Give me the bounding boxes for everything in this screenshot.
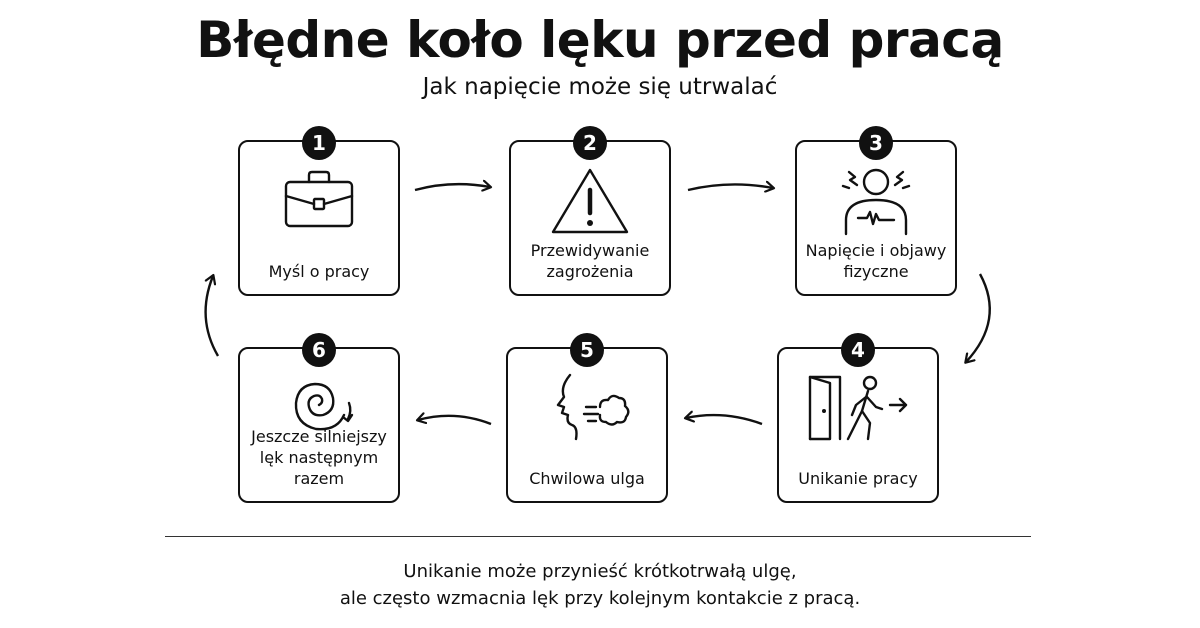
step-card-3 — [795, 131, 957, 296]
arrow-3-to-4 — [966, 274, 990, 362]
arrow-2-to-3 — [688, 184, 773, 190]
step-label: Unikanie pracy — [798, 469, 918, 488]
step-number-badge: 2 — [573, 126, 607, 160]
step-label: Jeszcze silniejszy lęk następnym razem — [251, 427, 387, 488]
step-card-6 — [238, 338, 400, 503]
arrow-5-to-6 — [418, 416, 491, 424]
step-card-2 — [509, 131, 671, 296]
tense-person-icon — [831, 160, 921, 240]
step-card-4 — [777, 338, 939, 503]
step-label: Chwilowa ulga — [529, 469, 645, 488]
step-label: Przewidywanie zagrożenia — [530, 241, 650, 281]
person-leaving-door-icon — [798, 367, 918, 447]
step-number-badge: 4 — [841, 333, 875, 367]
step-card-1 — [238, 131, 400, 296]
step-number-badge: 5 — [570, 333, 604, 367]
arrow-1-to-2 — [415, 184, 490, 190]
page-title: Błędne koło lęku przed pracą — [196, 11, 1004, 69]
step-label: Napięcie i objawy fizyczne — [805, 241, 947, 281]
footer-line-1: Unikanie może przynieść krótkotrwałą ulgę, — [403, 561, 797, 582]
step-label: Myśl o pracy — [268, 262, 370, 281]
step-number-badge: 3 — [859, 126, 893, 160]
arrow-6-to-1 — [206, 276, 218, 356]
page-subtitle: Jak napięcie może się utrwalać — [422, 74, 778, 100]
briefcase-icon — [274, 160, 364, 240]
warning-triangle-icon — [545, 160, 635, 240]
exhale-relief-icon — [542, 367, 632, 447]
footer-line-2: ale często wzmacnia lęk przy kolejnym kontakcie z pracą. — [339, 588, 861, 609]
arrow-4-to-5 — [686, 415, 762, 424]
step-number-badge: 6 — [302, 333, 336, 367]
divider-line — [165, 536, 1031, 537]
step-card-5 — [506, 338, 668, 503]
step-number-badge: 1 — [302, 126, 336, 160]
footer-note — [0, 558, 1200, 612]
